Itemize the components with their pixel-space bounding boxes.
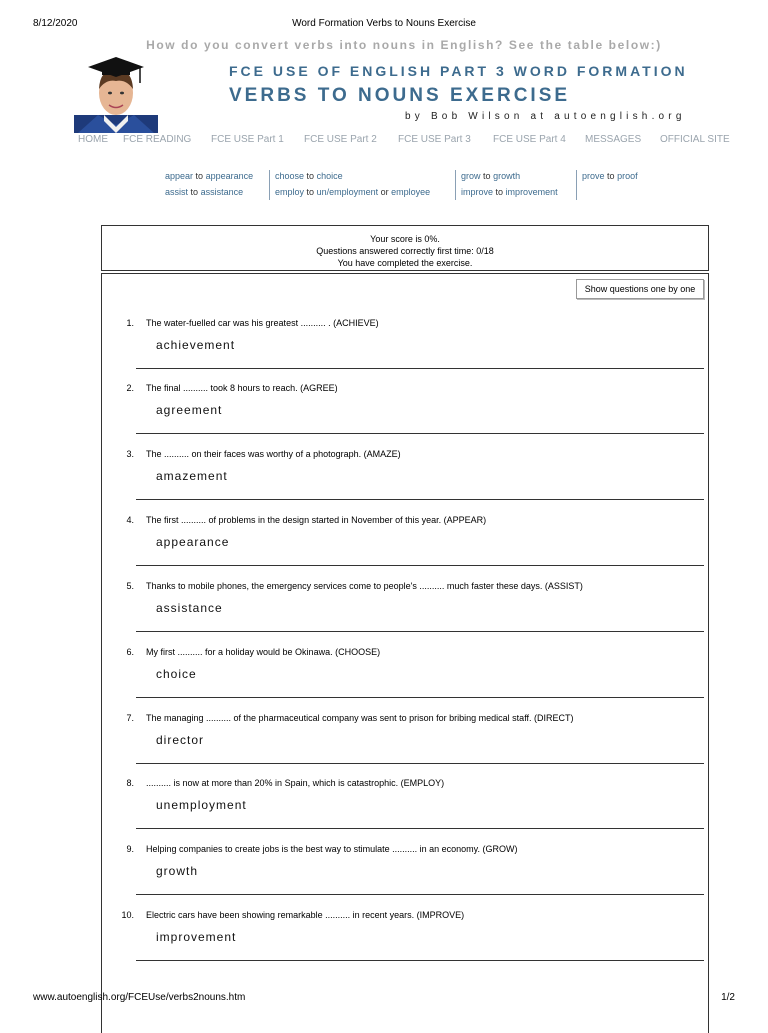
verb-to: to [306, 171, 315, 181]
verb-link[interactable]: employ [275, 187, 305, 197]
noun-link[interactable]: un/employment [316, 187, 379, 197]
print-date: 8/12/2020 [33, 18, 78, 29]
answer-underline [136, 499, 704, 500]
verb-to: to [495, 187, 504, 197]
print-header [0, 18, 768, 32]
score-box [101, 225, 709, 271]
verb-pair [456, 186, 558, 202]
question-text: The first .......... of problems in the design started in November of this year. (APPEAR) [146, 515, 487, 525]
nav-fce-use-2[interactable]: FCE USE Part 2 [304, 134, 377, 145]
nav-fce-use-3[interactable]: FCE USE Part 3 [398, 134, 471, 145]
verb-link[interactable]: prove [582, 171, 605, 181]
noun-link[interactable]: proof [617, 171, 638, 181]
question-text: Thanks to mobile phones, the emergency services come to people's .......... much faster these days. (ASSIST) [146, 581, 583, 591]
answer-underline [136, 368, 704, 369]
verb-pair [577, 170, 638, 186]
answer-underline [136, 433, 704, 434]
question-text: .......... is now at more than 20% in Spain, which is catastrophic. (EMPLOY) [146, 778, 445, 788]
answer-field[interactable]: agreement [156, 403, 223, 417]
answer-underline [136, 960, 704, 961]
noun-link[interactable]: growth [493, 171, 521, 181]
author-avatar [74, 55, 158, 133]
answer-underline [136, 565, 704, 566]
show-one-by-one-button[interactable]: Show questions one by one [576, 279, 704, 299]
question-item [118, 778, 708, 842]
question-text: The water-fuelled car was his greatest .......... . (ACHIEVE) [146, 318, 379, 328]
answer-field[interactable]: achievement [156, 338, 236, 352]
verb-to: to [306, 187, 315, 197]
answer-field[interactable]: unemployment [156, 798, 247, 812]
verb-link[interactable]: assist [165, 187, 189, 197]
question-number: 5. [126, 581, 134, 591]
question-text: Electric cars have been showing remarkable .......... in recent years. (IMPROVE) [146, 910, 465, 920]
verb-link[interactable]: appear [165, 171, 194, 181]
question-text: The final .......... took 8 hours to reach. (AGREE) [146, 383, 338, 393]
verb-pair [160, 170, 253, 186]
answer-field[interactable]: growth [156, 864, 199, 878]
question-item [118, 647, 708, 711]
question-text: The managing .......... of the pharmaceutical company was sent to prison for bribing medical staff. (DIRECT) [146, 713, 574, 723]
print-page-number: 1/2 [721, 992, 735, 1003]
verb-col-1 [160, 170, 253, 200]
verb-to: to [195, 171, 204, 181]
score-completed: You have completed the exercise. [337, 258, 473, 268]
question-number: 1. [126, 318, 134, 328]
answer-underline [136, 631, 704, 632]
question-item [118, 581, 708, 645]
noun-link[interactable]: improvement [505, 187, 558, 197]
question-item [118, 713, 708, 777]
question-number: 2. [126, 383, 134, 393]
question-text: Helping companies to create jobs is the best way to stimulate .......... in an economy. (GROW) [146, 844, 518, 854]
question-number: 3. [126, 449, 134, 459]
verb-link[interactable]: improve [461, 187, 494, 197]
answer-underline [136, 894, 704, 895]
noun-link[interactable]: choice [316, 171, 343, 181]
question-number: 8. [126, 778, 134, 788]
nav-fce-reading[interactable]: FCE READING [123, 134, 192, 145]
answer-field[interactable]: amazement [156, 469, 228, 483]
header-line1: FCE USE OF ENGLISH PART 3 WORD FORMATION [229, 63, 688, 79]
question-number: 7. [126, 713, 134, 723]
verb-pair [456, 170, 558, 186]
answer-underline [136, 828, 704, 829]
noun-link[interactable]: appearance [205, 171, 254, 181]
question-number: 9. [126, 844, 134, 854]
question-text: The .......... on their faces was worthy of a photograph. (AMAZE) [146, 449, 401, 459]
verb-col-3 [455, 170, 558, 200]
verb-to: to [483, 171, 491, 181]
verb-col-4 [576, 170, 638, 200]
verb-pair [270, 170, 430, 186]
answer-field[interactable]: assistance [156, 601, 223, 615]
verb-col-2 [269, 170, 430, 200]
score-percent: Your score is 0%. [370, 234, 440, 244]
answer-underline [136, 763, 704, 764]
noun-link-2[interactable]: employee [391, 187, 431, 197]
verb-to: to [607, 171, 615, 181]
nav-fce-use-4[interactable]: FCE USE Part 4 [493, 134, 566, 145]
tagline: How do you convert verbs into nouns in English? See the table below:) [146, 38, 662, 52]
question-number: 6. [126, 647, 134, 657]
verb-to: to [190, 187, 199, 197]
nav-home[interactable]: HOME [78, 134, 108, 145]
verb-pair [160, 186, 253, 202]
question-number: 10. [121, 910, 134, 920]
question-item [118, 910, 708, 974]
question-item [118, 449, 708, 513]
verb-link[interactable]: grow [461, 171, 481, 181]
verb-pair [270, 186, 430, 202]
answer-field[interactable]: improvement [156, 930, 237, 944]
nav-messages[interactable]: MESSAGES [585, 134, 642, 145]
question-item [118, 515, 708, 579]
question-number: 4. [126, 515, 134, 525]
nav-fce-use-1[interactable]: FCE USE Part 1 [211, 134, 284, 145]
nav-official-site[interactable]: OFFICIAL SITE [660, 134, 730, 145]
print-title: Word Formation Verbs to Nouns Exercise [292, 18, 476, 29]
answer-field[interactable]: director [156, 733, 205, 747]
print-url: www.autoenglish.org/FCEUse/verbs2nouns.htm [33, 992, 246, 1003]
question-item [118, 844, 708, 908]
answer-field[interactable]: appearance [156, 535, 230, 549]
byline: by Bob Wilson at autoenglish.org [405, 111, 686, 122]
question-item [118, 318, 708, 382]
answer-underline [136, 697, 704, 698]
verb-link[interactable]: choose [275, 171, 305, 181]
page-title: VERBS TO NOUNS EXERCISE [229, 85, 571, 106]
score-first-time: Questions answered correctly first time: 0/18 [316, 246, 494, 256]
question-item [118, 383, 708, 447]
verb-or: or [380, 187, 389, 197]
noun-link[interactable]: assistance [200, 187, 244, 197]
question-text: My first .......... for a holiday would be Okinawa. (CHOOSE) [146, 647, 381, 657]
answer-field[interactable]: choice [156, 667, 197, 681]
